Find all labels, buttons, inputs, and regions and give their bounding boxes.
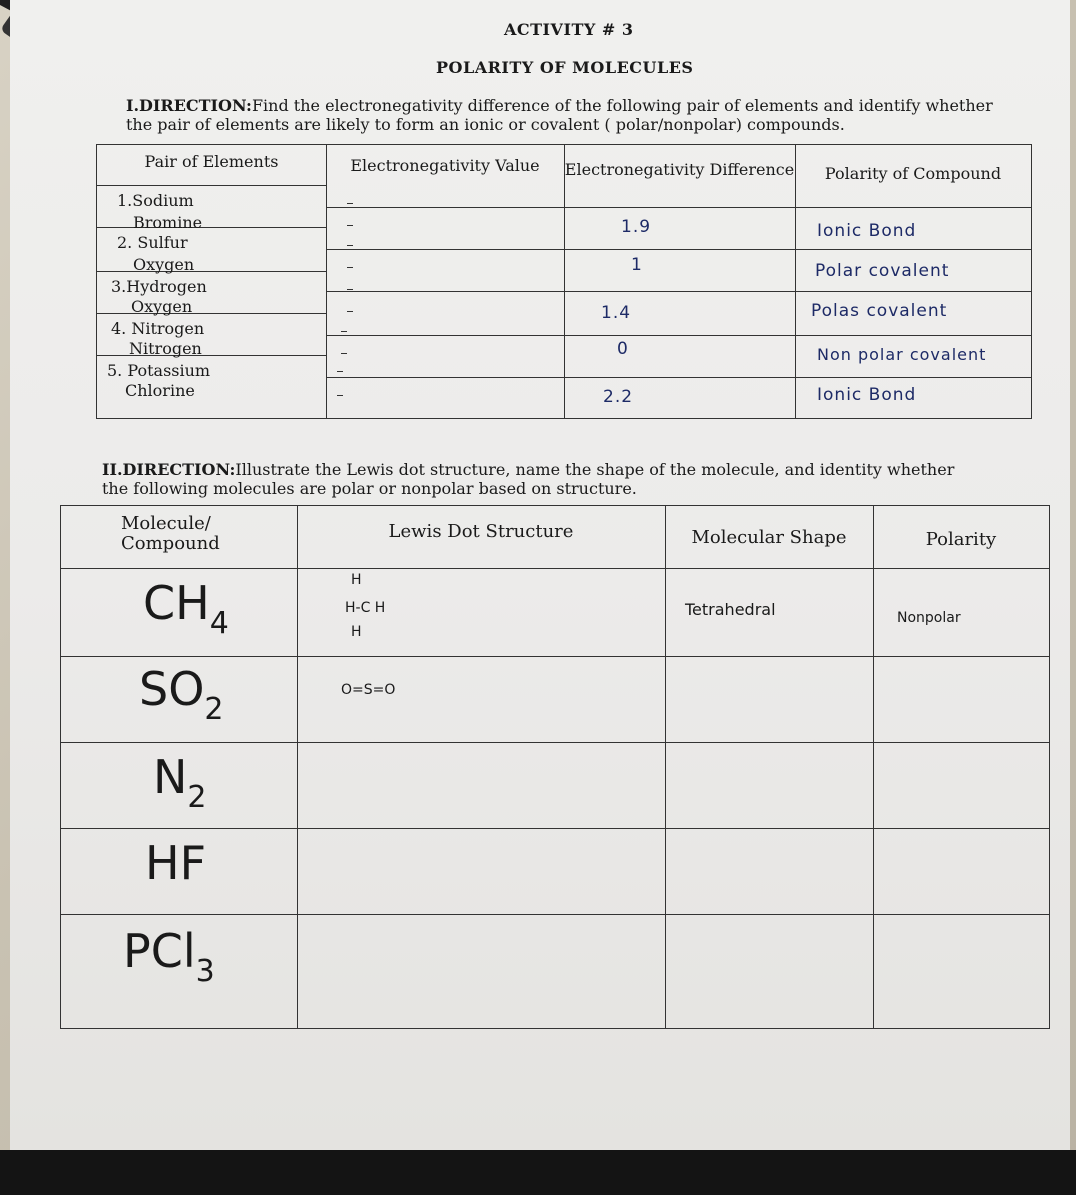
- row4-ev1-dash: [341, 331, 347, 332]
- part2-text-line2: the following molecules are polar or nonpolar based on structure.: [102, 479, 637, 498]
- ch4-lewis-top: H: [351, 572, 362, 588]
- formula-ch4-main: CH: [143, 576, 210, 630]
- dark-surface: [0, 1150, 1076, 1195]
- row4-ev2-dash: [341, 353, 347, 354]
- ch4-polarity: Nonpolar: [897, 610, 961, 626]
- row1-element1: 1.Sodium: [117, 191, 194, 210]
- row1-ev2-dash: [347, 225, 353, 226]
- row5-element1: 5. Potassium: [107, 361, 211, 380]
- row3-element1: 3.Hydrogen: [111, 277, 207, 296]
- formula-n2-sub: 2: [187, 780, 207, 815]
- formula-ch4: [143, 576, 229, 641]
- row3-ev2-dash: [347, 311, 353, 312]
- part2-text-line1: Illustrate the Lewis dot structure, name the shape of the molecule, and identity whether: [235, 460, 955, 479]
- formula-pcl3: [123, 924, 215, 989]
- lewis-structure-table: [60, 505, 1050, 1029]
- row2-ev1-dash: [347, 245, 353, 246]
- row2-difference: 1: [631, 255, 643, 275]
- electronegativity-table: [96, 144, 1032, 419]
- header-pair-of-elements: Pair of Elements: [144, 152, 279, 171]
- row3-ev1-dash: [347, 289, 353, 290]
- row5-polarity: Ionic Bond: [817, 385, 917, 405]
- worksheet-subtitle: POLARITY OF MOLECULES: [436, 58, 694, 77]
- activity-title: ACTIVITY # 3: [504, 20, 634, 39]
- part1-text-line2: the pair of elements are likely to form an ionic or covalent ( polar/nonpolar) compounds.: [126, 115, 845, 134]
- ch4-lewis-mid: H-C H: [345, 600, 386, 616]
- formula-ch4-sub: 4: [209, 606, 229, 641]
- row1-element2: Bromine: [133, 213, 203, 232]
- formula-hf: [145, 836, 206, 890]
- row4-element1: 4. Nitrogen: [111, 319, 205, 338]
- row2-element1: 2. Sulfur: [117, 233, 188, 252]
- part1-direction: [126, 96, 993, 134]
- row4-difference: 0: [617, 339, 629, 359]
- row1-difference: 1.9: [621, 217, 652, 237]
- formula-n2-main: N: [153, 750, 188, 804]
- part2-direction: [102, 460, 954, 498]
- row2-element2: Oxygen: [133, 255, 195, 274]
- part1-label: I.DIRECTION:: [126, 96, 252, 115]
- header-polarity-of-compound: Polarity of Compound: [824, 164, 1002, 183]
- row4-polarity: Non polar covalent: [817, 345, 987, 364]
- row2-ev2-dash: [347, 267, 353, 268]
- row1-polarity: Ionic Bond: [817, 221, 917, 241]
- formula-so2: [139, 662, 224, 727]
- row2-polarity: Polar covalent: [815, 261, 950, 281]
- row3-element2: Oxygen: [131, 297, 193, 316]
- header-molecule-compound: Molecule/ Compound: [121, 513, 220, 554]
- row5-ev1-dash: [337, 371, 343, 372]
- header-electronegativity-difference: Electronegativity Difference: [564, 160, 795, 179]
- ch4-shape: Tetrahedral: [685, 600, 776, 619]
- header-electronegativity-value: Electronegativity Value: [350, 156, 540, 175]
- formula-so2-sub: 2: [204, 692, 224, 727]
- so2-lewis-mid: O=S=O: [341, 682, 396, 698]
- header-lewis-dot-structure: Lewis Dot Structure: [388, 521, 574, 542]
- formula-so2-main: SO: [139, 662, 205, 716]
- row5-difference: 2.2: [603, 387, 634, 407]
- header-molecular-shape: Molecular Shape: [691, 527, 847, 548]
- formula-pcl3-sub: 3: [195, 954, 215, 989]
- row3-difference: 1.4: [601, 303, 632, 323]
- part2-label: II.DIRECTION:: [102, 460, 236, 479]
- formula-hf-main: HF: [145, 836, 207, 890]
- formula-pcl3-main: PCl: [123, 924, 196, 978]
- part1-text-line1: Find the electronegativity difference of the following pair of elements and identify whether: [251, 96, 993, 115]
- row3-polarity: Polas covalent: [811, 301, 948, 321]
- header-polarity: Polarity: [925, 529, 997, 550]
- ch4-lewis-bottom: H: [351, 624, 362, 640]
- row5-ev2-dash: [337, 395, 343, 396]
- row1-ev1-dash: [347, 203, 353, 204]
- formula-n2: [153, 750, 207, 815]
- row5-element2: Chlorine: [125, 381, 195, 400]
- row4-element2: Nitrogen: [129, 339, 202, 358]
